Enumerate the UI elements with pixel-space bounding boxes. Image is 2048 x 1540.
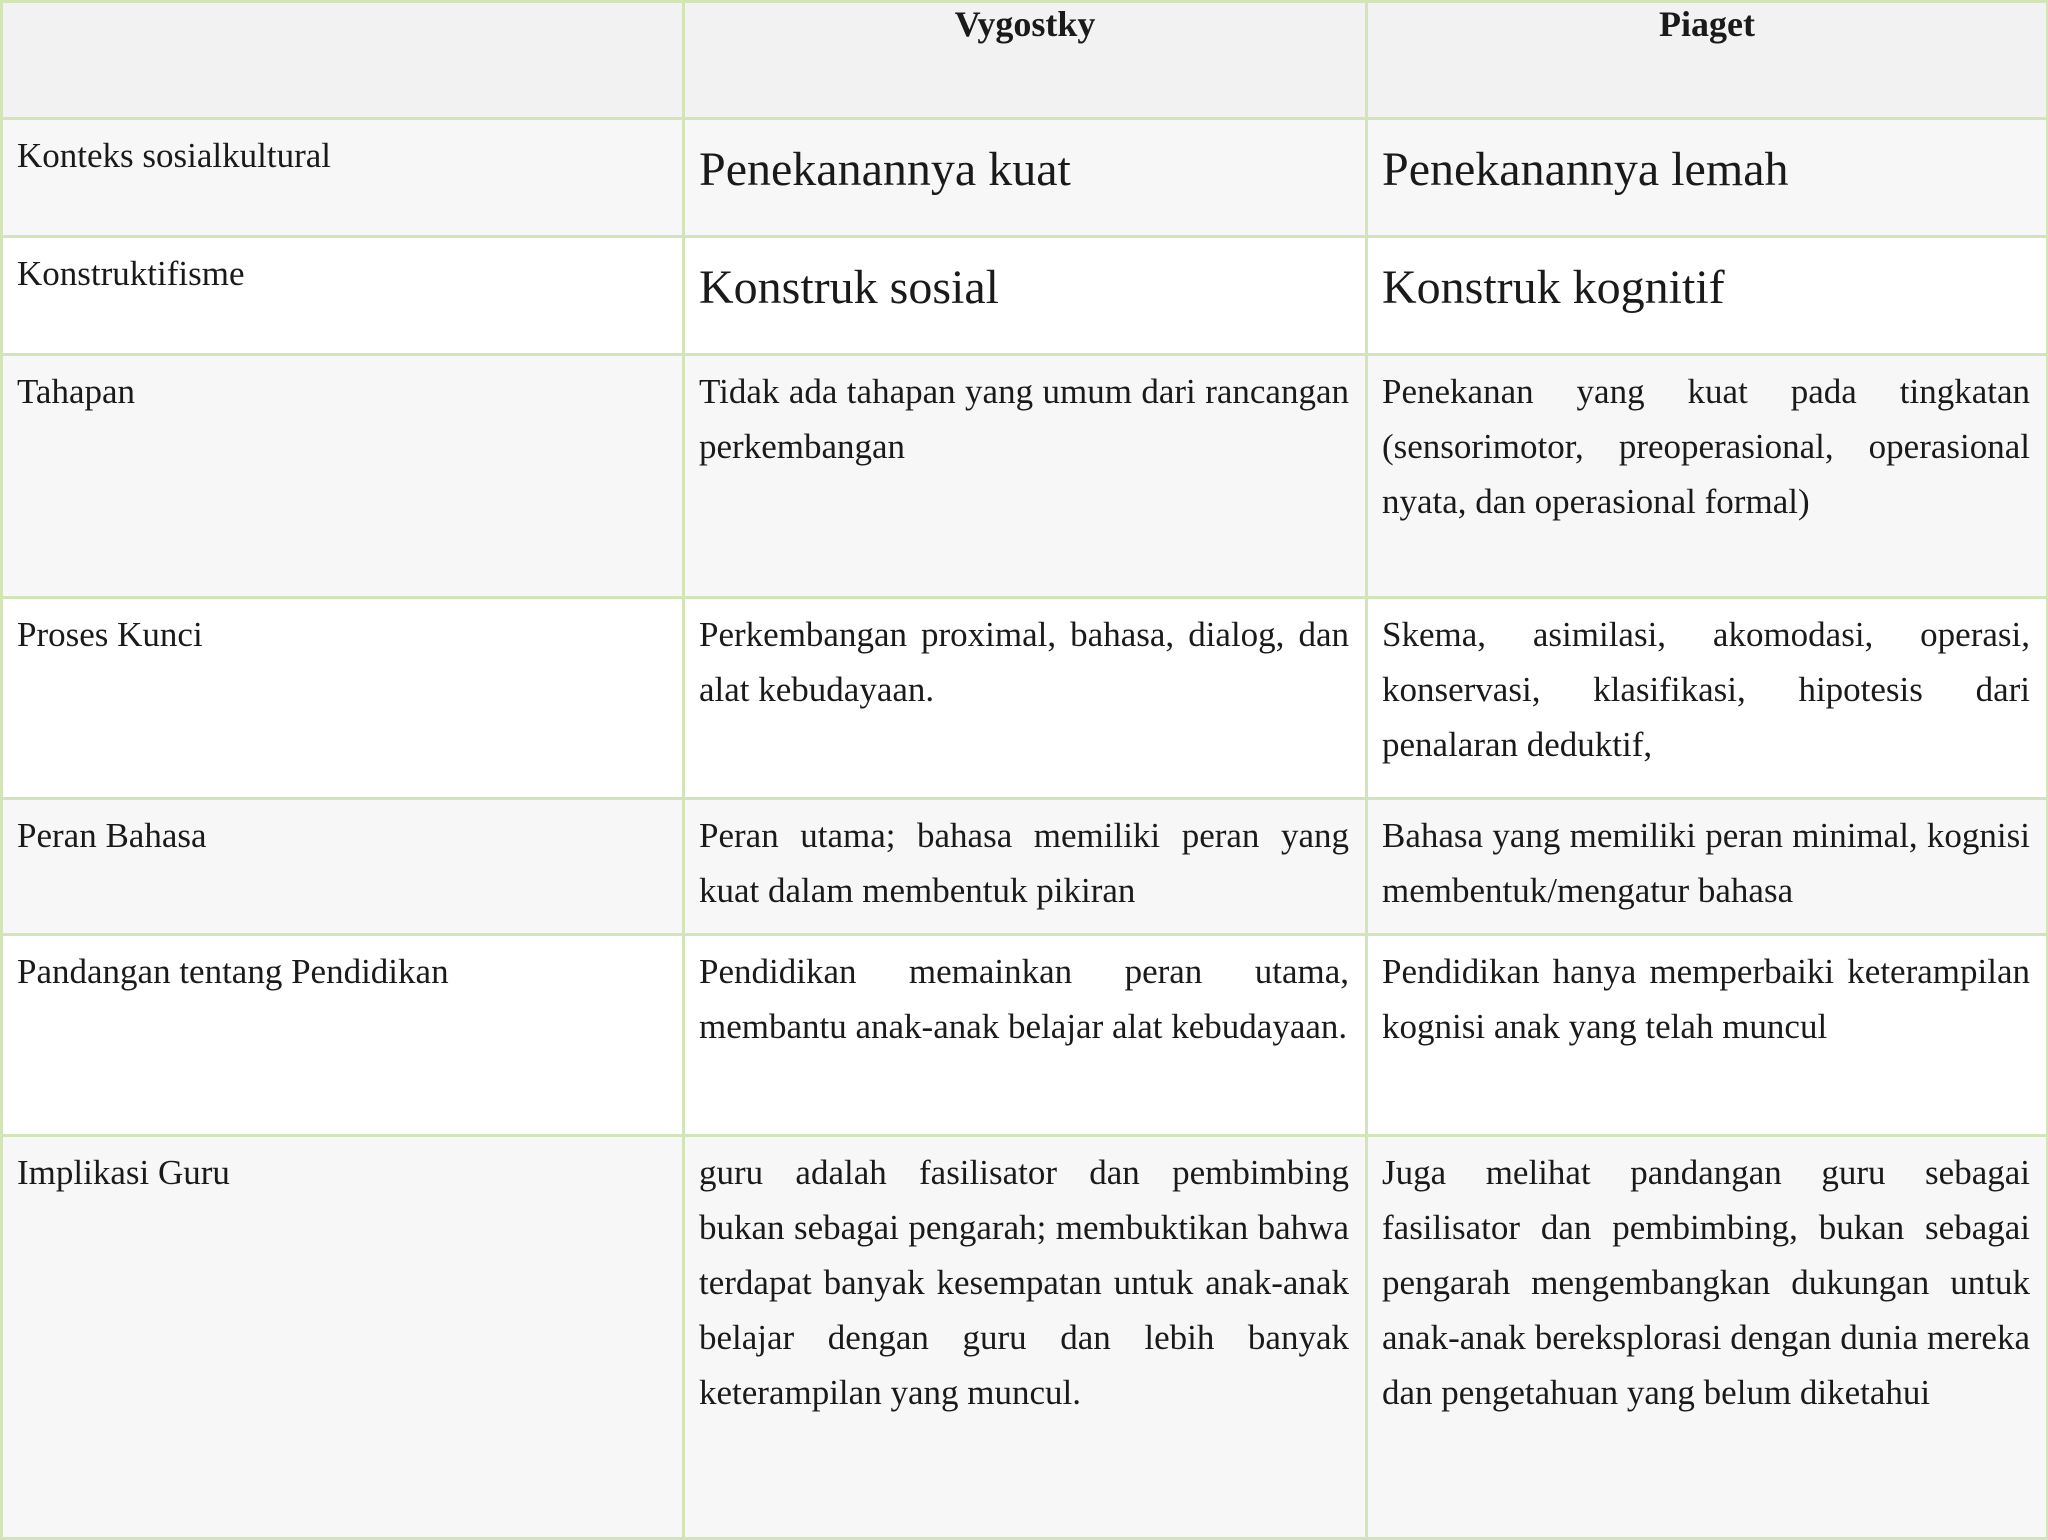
piaget-text: Pendidikan hanya memperbaiki keterampilan kognisi anak yang telah muncul — [1382, 952, 2030, 1046]
row-label: Konstruktifisme — [17, 254, 245, 293]
vygotsky-cell — [684, 119, 1367, 237]
row-label-cell — [2, 355, 684, 598]
piaget-text: Bahasa yang memiliki peran minimal, kognisi membentuk/mengatur bahasa — [1382, 816, 2030, 910]
piaget-cell — [1367, 935, 2048, 1136]
vygotsky-cell — [684, 935, 1367, 1136]
header-cell-vygotsky: Vygostky — [684, 2, 1367, 119]
piaget-cell — [1367, 119, 2048, 237]
piaget-cell — [1367, 237, 2048, 355]
row-label-cell — [2, 598, 684, 799]
vygotsky-cell — [684, 799, 1367, 935]
row-label: Implikasi Guru — [17, 1153, 230, 1192]
piaget-text: Konstruk kognitif — [1382, 261, 1725, 314]
table-row — [2, 598, 2048, 799]
table-row — [2, 935, 2048, 1136]
row-label: Peran Bahasa — [17, 816, 207, 855]
piaget-text: Penekanannya lemah — [1382, 143, 1789, 196]
vygotsky-text: Penekanannya kuat — [699, 143, 1071, 196]
piaget-text: Penekanan yang kuat pada tingkatan (sensorimotor, preoperasional, operasional nyata, dan operasional formal) — [1382, 372, 2030, 521]
header-row — [2, 2, 2048, 119]
row-label-cell — [2, 799, 684, 935]
row-label: Proses Kunci — [17, 615, 203, 654]
vygotsky-cell — [684, 355, 1367, 598]
row-label-cell — [2, 119, 684, 237]
table-row — [2, 119, 2048, 237]
vygotsky-cell — [684, 1136, 1367, 1539]
row-label-cell — [2, 237, 684, 355]
piaget-cell — [1367, 355, 2048, 598]
row-label-cell — [2, 1136, 684, 1539]
row-label-cell — [2, 935, 684, 1136]
table-row — [2, 355, 2048, 598]
piaget-cell — [1367, 598, 2048, 799]
table-row — [2, 799, 2048, 935]
vygotsky-text: Tidak ada tahapan yang umum dari rancangan perkembangan — [699, 372, 1349, 466]
row-label: Pandangan tentang Pendidikan — [17, 952, 449, 991]
header-cell-aspect — [2, 2, 684, 119]
vygotsky-cell — [684, 598, 1367, 799]
row-label: Konteks sosialkultural — [17, 136, 331, 175]
vygotsky-text: Pendidikan memainkan peran utama, membantu anak-anak belajar alat kebudayaan. — [699, 952, 1349, 1046]
table-row — [2, 237, 2048, 355]
piaget-cell — [1367, 1136, 2048, 1539]
vygotsky-text: Perkembangan proximal, bahasa, dialog, dan alat kebudayaan. — [699, 615, 1349, 709]
piaget-text: Juga melihat pandangan guru sebagai fasilisator dan pembimbing, bukan sebagai pengarah mengembangkan dukungan untuk anak-anak bereksplorasi dengan dunia mereka dan pengetahuan yang belum diketahui — [1382, 1153, 2030, 1412]
table-row — [2, 1136, 2048, 1539]
piaget-cell — [1367, 799, 2048, 935]
vygotsky-cell — [684, 237, 1367, 355]
header-cell-piaget: Piaget — [1367, 2, 2048, 119]
vygotsky-text: guru adalah fasilisator dan pembimbing bukan sebagai pengarah; membuktikan bahwa terdapat banyak kesempatan untuk anak-anak belajar dengan guru dan lebih banyak keterampilan yang muncul. — [699, 1153, 1349, 1412]
row-label: Tahapan — [17, 372, 136, 411]
piaget-text: Skema, asimilasi, akomodasi, operasi, konservasi, klasifikasi, hipotesis dari penalaran deduktif, — [1382, 615, 2030, 764]
vygotsky-text: Peran utama; bahasa memiliki peran yang kuat dalam membentuk pikiran — [699, 816, 1349, 910]
vygotsky-text: Konstruk sosial — [699, 261, 999, 314]
